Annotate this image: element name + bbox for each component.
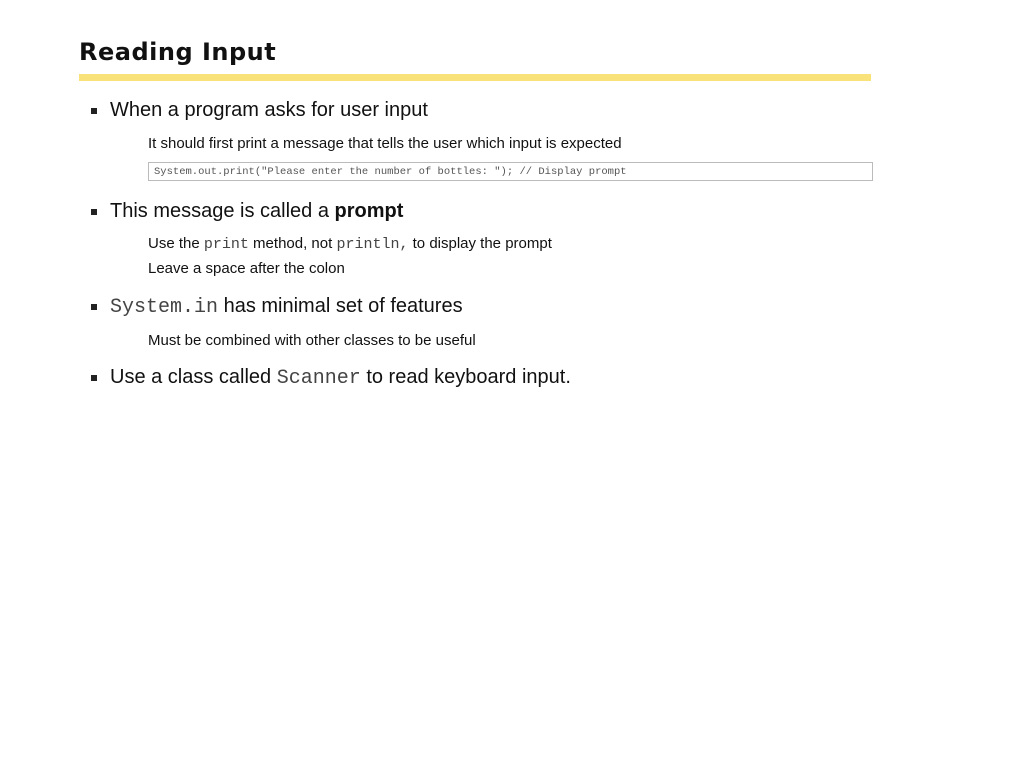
code-println: println,: [336, 236, 409, 253]
sub-bullet-text: It should first print a message that tells the user which input is expected: [148, 135, 622, 152]
bullet-text: This message is called a: [110, 200, 335, 222]
sub-bullet-text: Must be combined with other classes to be useful: [148, 332, 476, 349]
bullet-user-input: [110, 98, 428, 122]
sub-bullet-text: method, not: [248, 235, 337, 252]
code-example-box: [148, 162, 873, 181]
title-underline: [79, 74, 871, 81]
code-scanner: Scanner: [276, 367, 361, 390]
code-line: System.out.print("Please enter the number of bottles: "); // Display prompt: [154, 166, 627, 178]
bullet-text: to read keyboard input.: [360, 366, 571, 388]
bullet-text: When a program asks for user input: [110, 99, 428, 121]
code-system-in: System.in: [110, 296, 219, 319]
bold-term-prompt: prompt: [334, 200, 404, 222]
sub-bullet-text: Leave a space after the colon: [148, 260, 345, 277]
bullet-system-in: [110, 294, 463, 320]
sub-bullet-text: Use the: [148, 235, 204, 252]
bullet-text: has minimal set of features: [218, 295, 463, 317]
slide-title: Reading Input: [79, 38, 277, 66]
bullet-marker: [91, 108, 97, 114]
bullet-prompt: [110, 199, 403, 223]
sub-bullet-combine-classes: [148, 331, 476, 351]
sub-bullet-space-after-colon: [148, 259, 345, 279]
bullet-marker: [91, 209, 97, 215]
sub-bullet-print-message: [148, 134, 622, 154]
code-print: print: [203, 236, 249, 253]
bullet-marker: [91, 304, 97, 310]
sub-bullet-text: to display the prompt: [408, 235, 552, 252]
bullet-marker: [91, 375, 97, 381]
bullet-scanner: [110, 365, 571, 391]
sub-bullet-use-print: [148, 234, 552, 255]
bullet-text: Use a class called: [110, 366, 277, 388]
